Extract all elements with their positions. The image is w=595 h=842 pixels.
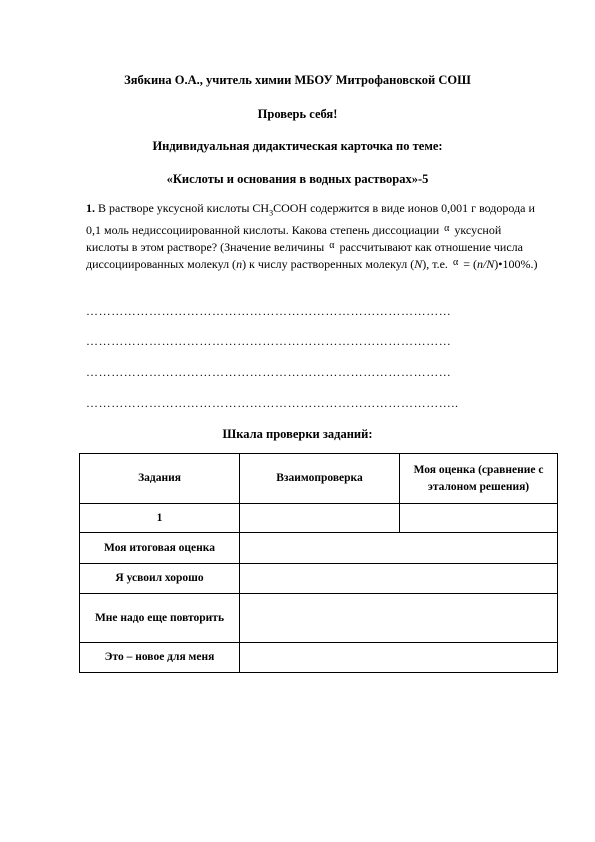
my-grade-cell[interactable] xyxy=(400,504,558,533)
answer-line-4[interactable]: …………………………………………………………………………….. xyxy=(86,396,459,410)
row-label-new-for-me: Это – новое для меня xyxy=(80,643,240,673)
check-title: Проверь себя! xyxy=(257,107,338,121)
final-grade-cell[interactable] xyxy=(240,533,558,564)
header-tasks: Задания xyxy=(80,454,240,504)
task-text-4: рассчитывают как отношение числа диссоциированных молекул ( xyxy=(86,240,523,272)
alpha-symbol: α xyxy=(329,240,335,252)
answer-line-2[interactable]: …………………………………………………………………………… xyxy=(86,334,452,348)
task-number-cell: 1 xyxy=(80,504,240,533)
alpha-symbol: α xyxy=(444,223,450,235)
header-my-grade: Моя оценка (сравнение с эталоном решения) xyxy=(400,454,558,504)
task-text-5: ) к числу растворенных молекул ( xyxy=(242,257,415,272)
topic-title: «Кислоты и основания в водных растворах»-5 xyxy=(166,172,429,186)
n-symbol: n xyxy=(236,257,243,272)
peer-check-cell[interactable] xyxy=(240,504,400,533)
task-1 xyxy=(86,200,546,272)
task-text-6: ), т.е. xyxy=(422,257,451,272)
table-row xyxy=(80,564,558,594)
author-line: Зябкина О.А., учитель химии МБОУ Митрофановской СОШ xyxy=(124,73,471,87)
task-text-7: = ( xyxy=(460,257,477,272)
learned-well-cell[interactable] xyxy=(240,564,558,594)
new-for-me-cell[interactable] xyxy=(240,643,558,673)
answer-line-1[interactable]: …………………………………………………………………………… xyxy=(86,304,452,318)
table-row xyxy=(80,533,558,564)
assessment-table xyxy=(79,453,558,673)
row-label-need-repeat: Мне надо еще повторить xyxy=(80,594,240,643)
table-row-task-1 xyxy=(80,504,558,533)
card-title: Индивидуальная дидактическая карточка по теме: xyxy=(152,139,443,153)
formula-sub: 3 xyxy=(269,208,274,218)
task-text-8: )•100%.) xyxy=(494,257,538,272)
task-text-2: содержится в виде ионов 0,001 г водорода и 0,1 моль недиссоциированной кислоты. Какова степень диссоциации xyxy=(86,201,535,238)
formula-cooh: COOH xyxy=(273,201,308,215)
task-text-1: В растворе уксусной кислоты xyxy=(95,201,253,215)
table-header-row xyxy=(80,454,558,504)
table-row xyxy=(80,643,558,673)
formula-ch: CH xyxy=(252,201,270,215)
need-repeat-cell[interactable] xyxy=(240,594,558,643)
ratio-symbol: n/N xyxy=(476,257,495,272)
table-row xyxy=(80,594,558,643)
answer-line-3[interactable]: …………………………………………………………………………… xyxy=(86,365,452,379)
alpha-symbol: α xyxy=(452,257,459,269)
scale-title: Шкала проверки заданий: xyxy=(222,427,373,441)
task-text-3: уксусной кислоты в этом растворе? (Значение величины xyxy=(86,223,502,255)
row-label-learned-well: Я усвоил хорошо xyxy=(80,564,240,594)
header-peer-check: Взаимопроверка xyxy=(240,454,400,504)
N-symbol: N xyxy=(414,257,423,272)
row-label-final-grade: Моя итоговая оценка xyxy=(80,533,240,564)
task-number: 1. xyxy=(86,201,95,215)
